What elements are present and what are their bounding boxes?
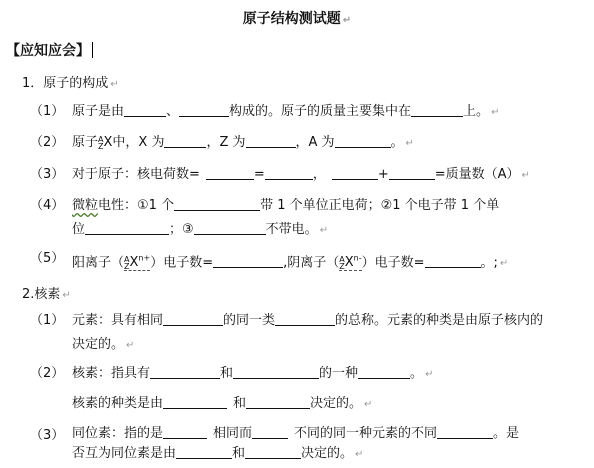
return-mark-icon: ↵ xyxy=(319,225,329,236)
return-mark-icon: ↵ xyxy=(62,290,71,301)
return-mark-icon: ↵ xyxy=(342,15,352,26)
blank[interactable] xyxy=(85,220,169,235)
blank[interactable] xyxy=(437,424,493,439)
blank[interactable] xyxy=(163,424,207,439)
blank[interactable] xyxy=(245,444,301,459)
blank[interactable] xyxy=(246,394,310,409)
blank[interactable] xyxy=(164,133,206,148)
return-mark-icon: ↵ xyxy=(499,258,509,270)
blank[interactable] xyxy=(213,253,283,268)
blank[interactable] xyxy=(265,165,313,180)
return-mark-icon: ↵ xyxy=(364,399,373,410)
blank[interactable] xyxy=(163,394,227,409)
return-mark-icon: ↵ xyxy=(126,340,135,351)
blank[interactable] xyxy=(124,102,166,117)
return-mark-icon: ↵ xyxy=(425,369,434,380)
blank[interactable] xyxy=(179,102,229,117)
blank[interactable] xyxy=(233,364,319,379)
blank[interactable] xyxy=(252,424,288,439)
blank[interactable] xyxy=(389,165,435,180)
blank[interactable] xyxy=(335,133,391,148)
blank[interactable] xyxy=(176,444,232,459)
return-mark-icon: ↵ xyxy=(405,138,414,149)
nuclide-notation: A Z xyxy=(98,134,104,151)
blank[interactable] xyxy=(332,165,378,180)
blank[interactable] xyxy=(275,311,335,326)
return-mark-icon: ↵ xyxy=(110,79,119,90)
page-title: 原子结构测试题 ↵ xyxy=(242,11,352,27)
blank[interactable] xyxy=(411,102,463,117)
blank[interactable] xyxy=(246,133,296,148)
blank[interactable] xyxy=(194,220,266,235)
subsection-2-heading: 2.核素 ↵ xyxy=(22,287,71,302)
blank[interactable] xyxy=(174,196,260,211)
subsection-1-heading: 1．原子的构成 ↵ xyxy=(22,76,119,91)
blank[interactable] xyxy=(163,311,223,326)
blank[interactable] xyxy=(425,253,481,268)
text-cursor-icon xyxy=(92,42,93,58)
section-heading: 【应知应会】 xyxy=(6,40,93,60)
blank[interactable] xyxy=(150,364,220,379)
return-mark-icon: ↵ xyxy=(521,170,530,181)
return-mark-icon: ↵ xyxy=(355,449,364,460)
document-page: 原子结构测试题 ↵ 【应知应会】 1．原子的构成 ↵ （1） 原子是由 、 构成的。原子的质量主要集中在 上。 ↵ （2） 原子A ZX中，X 为 ，Z 为 ，A 为 。 ↵ （3） 对于原子：核电荷数= = ， + =质量数（A） ↵ （4） 微粒电性：①1 个 带 1 个单位正电荷；②1 个电子带 1 个单 位 ；③ 不带电。 ↵ （5） 阳离子（A $ZX^{n+}$）电子数= ,阴离子（A $ZX^{n-}$）电子数= 。; ↵ 2.核素 ↵ （1） 元素：具有相同 的同一类 的总称。元素的种类是由原子核内的 决定的。 ↵ （2） 核素：指具有 和 的一种 。 ↵ 核素的种类是由 和 决定的。 ↵ （3） 同位素：指的是 相同而 不同的同一种元素的不同 。是 否互为同位素是由 和 决定的。 ↵ xyxy=(0,0,594,468)
return-mark-icon: ↵ xyxy=(491,107,500,118)
blank[interactable] xyxy=(358,364,410,379)
blank[interactable] xyxy=(206,165,254,180)
